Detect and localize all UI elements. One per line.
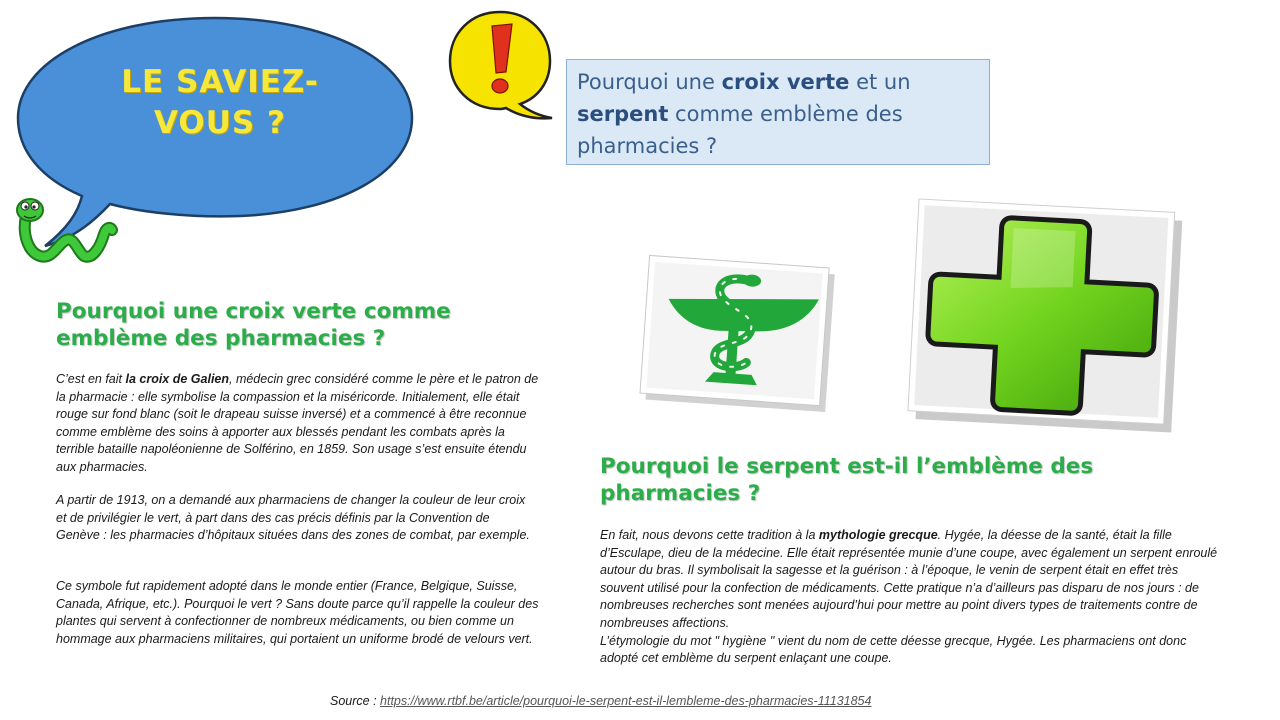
para-1-bold: la croix de Galien bbox=[125, 372, 229, 386]
exclamation-icon bbox=[440, 6, 560, 126]
para-4-bold: mythologie grecque bbox=[818, 528, 938, 542]
section-left-paragraph-1 bbox=[56, 371, 546, 477]
source-line bbox=[330, 694, 1050, 708]
section-right-heading: Pourquoi le serpent est-il l’emblème des pharmacies ? bbox=[600, 454, 1094, 506]
question-text-2: et un bbox=[849, 70, 911, 94]
para-4-rest: . Hygée, la déesse de la santé, était la fille d’Esculape, dieu de la médecine. Elle était représentée munie d’une coupe, avec également un serpent enroulé autour du bras. Il symbolisait la sagesse et la guérison : à l’époque, le venin de serpent était en effet très souvent utilisé pour la confection de médicaments. Cette pratique n’a d’ailleurs pas disparu de nos jours : de nombreuses recherches sont menées aujourd’hui pour mettre au point divers types de traitements contre de nombreuses affections. bbox=[600, 528, 1218, 630]
section-right-paragraph bbox=[600, 527, 1225, 668]
question-text-1: Pourquoi une bbox=[577, 70, 722, 94]
bubble-title bbox=[70, 62, 370, 144]
question-box bbox=[566, 59, 990, 165]
question-bold-snake: serpent bbox=[577, 102, 669, 126]
para-1-rest: , médecin grec considéré comme le père et le patron de la pharmacie : elle symbolise la compassion et la miséricorde. Initialement, elle était rouge sur fond blanc (soit le drapeau suisse inversé) et a commencé à être reconnue comme emblème des soins à apporter aux blessés pendant les combats après la terrible bataille napoléonienne de Solférino, en 1859. Son usage s’est ensuite étendu aux pharmacies. bbox=[56, 372, 539, 474]
snake-icon bbox=[8, 194, 118, 274]
question-bold-cross: croix verte bbox=[721, 70, 850, 94]
para-4-start: En fait, nous devons cette tradition à la bbox=[600, 528, 819, 542]
section-left-paragraph-3: Ce symbole fut rapidement adopté dans le monde entier (France, Belgique, Suisse, Canada, Afrique, etc.). Pourquoi le vert ? Sans doute parce qu’il rappelle la couleur des plantes qui servent à confectionner de nombreux médicaments, ou bien comme un hommage aux pharmaciens militaires, qui portaient un uniforme brodé de velours vert. bbox=[56, 579, 539, 646]
source-link[interactable]: https://www.rtbf.be/article/pourquoi-le-serpent-est-il-lembleme-des-pharmacies-11131854 bbox=[380, 694, 872, 708]
para-4-etymology: L’étymologie du mot " hygiène " vient du nom de cette déesse grecque, Hygée. Les pharmaciens ont donc adopté cet emblème du serpent enlaçant une coupe. bbox=[600, 633, 1187, 666]
section-left-paragraph-2: A partir de 1913, on a demandé aux pharmaciens de changer la couleur de leur croix et de privilégier le vert, à part dans des cas précis définis par la Convention de Genève : les pharmacies d’hôpitaux situées dans des zones de combat, par exemple. bbox=[56, 493, 530, 543]
source-label: Source : bbox=[330, 694, 381, 708]
bubble-line-1: LE SAVIEZ- bbox=[121, 64, 319, 100]
para-1-start: C’est en fait bbox=[56, 372, 126, 386]
section-left-heading: Pourquoi une croix verte comme emblème des pharmacies ? bbox=[56, 299, 451, 351]
caduceus-cross-icon bbox=[636, 254, 846, 424]
green-cross-icon bbox=[905, 198, 1195, 438]
question-text-3: comme emblème des pharmacies ? bbox=[577, 102, 903, 158]
bubble-line-2: VOUS ? bbox=[153, 105, 287, 141]
